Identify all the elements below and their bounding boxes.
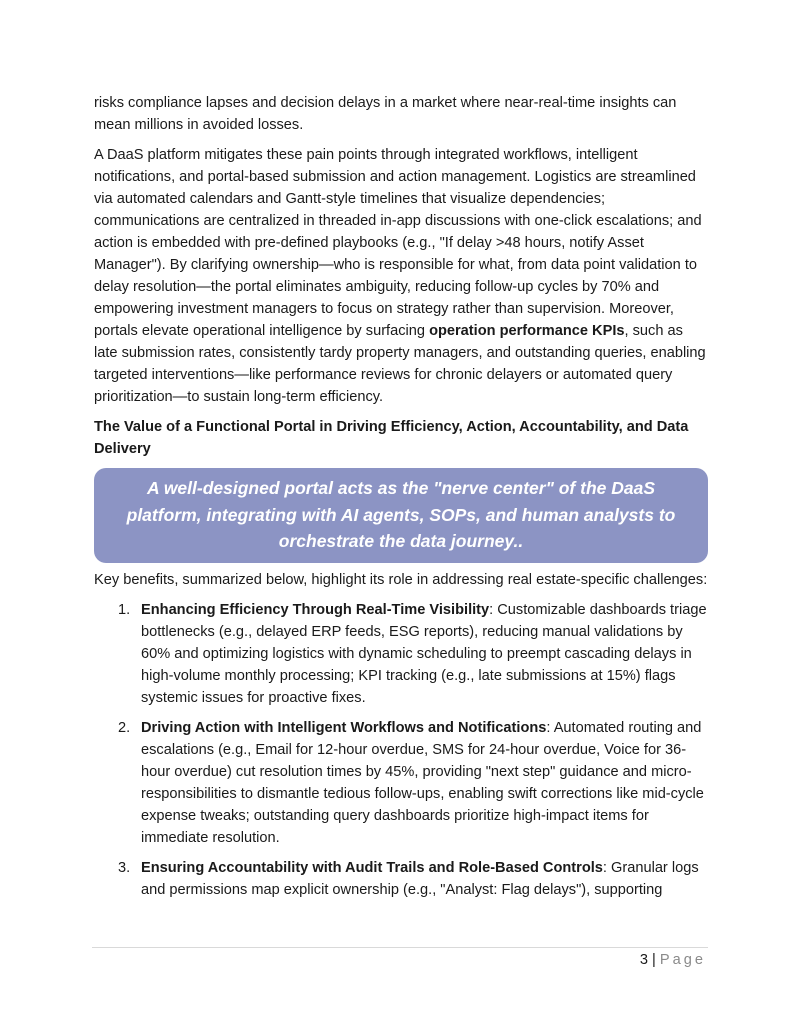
- list-item-title: Ensuring Accountability with Audit Trails and Role-Based Controls: [141, 859, 603, 876]
- list-item-text: : Automated routing and escalations (e.g., Email for 12-hour overdue, SMS for 24-hour overdue, Voice for 36-hour overdue) cut resolution times by 45%, providing "next step" guidance and micro-responsibilities to dismantle tedious follow-ups, enabling swift corrections like mid-cycle expense tweaks; outstanding query dashboards prioritize high-impact items for immediate resolution.: [141, 719, 704, 846]
- benefits-list: [94, 599, 708, 901]
- list-item: [94, 717, 708, 849]
- list-item-title: Driving Action with Intelligent Workflows and Notifications: [141, 719, 547, 736]
- paragraph-daas-text-a: A DaaS platform mitigates these pain points through integrated workflows, intelligent notifications, and portal-based submission and action management. Logistics are streamlined via automated calendars and Gantt-style timelines that visualize dependencies; communications are centralized in threaded in-app discussions with one-click escalations; and action is embedded with pre-defined playbooks (e.g., "If delay >48 hours, notify Asset Manager"). By clarifying ownership—who is responsible for what, from data point validation to delay resolution—the portal eliminates ambiguity, reducing follow-up cycles by 70% and empowering investment managers to focus on strategy rather than supervision. Moreover, portals elevate operational intelligence by surfacing: [94, 147, 702, 339]
- list-item-number: 3.: [118, 859, 131, 876]
- section-heading: The Value of a Functional Portal in Driving Efficiency, Action, Accountability, and Data Delivery: [94, 419, 689, 457]
- paragraph-risks: risks compliance lapses and decision delays in a market where near-real-time insights can mean millions in avoided losses.: [94, 95, 677, 133]
- page-footer: [640, 950, 706, 970]
- list-item: [94, 599, 708, 709]
- footer-page-label: Page: [659, 952, 706, 968]
- page-body: [94, 92, 708, 909]
- paragraph-daas-platform: [94, 144, 708, 408]
- page-number: 3: [639, 952, 648, 968]
- paragraph-daas-bold: operation performance KPIs: [429, 323, 625, 339]
- list-item-number: 1.: [118, 601, 131, 618]
- footer-separator: |: [652, 952, 656, 968]
- list-item-title: Enhancing Efficiency Through Real-Time Visibility: [141, 601, 490, 618]
- footer-divider: [92, 947, 708, 948]
- list-item-text: : Granular logs and permissions map explicit ownership (e.g., "Analyst: Flag delays"), supporting: [141, 859, 699, 898]
- list-item-text: : Customizable dashboards triage bottlenecks (e.g., delayed ERP feeds, ESG reports), reducing manual validations by 60% and optimizing logistics with dynamic scheduling to preempt cascading delays in high-volume monthly processing; KPI tracking (e.g., late submissions at 15%) flags systemic issues for proactive fixes.: [141, 601, 707, 706]
- callout-box: A well-designed portal acts as the "nerve center" of the DaaS platform, integrating with AI agents, SOPs, and human analysts to orchestrate the data journey..: [94, 468, 708, 563]
- paragraph-intro: Key benefits, summarized below, highlight its role in addressing real estate-specific challenges:: [94, 571, 708, 588]
- list-item: [94, 857, 708, 901]
- paragraph-daas-text-b: , such as late submission rates, consistently tardy property managers, and outstanding queries, enabling targeted interventions—like performance reviews for chronic delayers or automated query prioritization—to sustain long-term efficiency.: [94, 323, 706, 405]
- list-item-number: 2.: [118, 719, 131, 736]
